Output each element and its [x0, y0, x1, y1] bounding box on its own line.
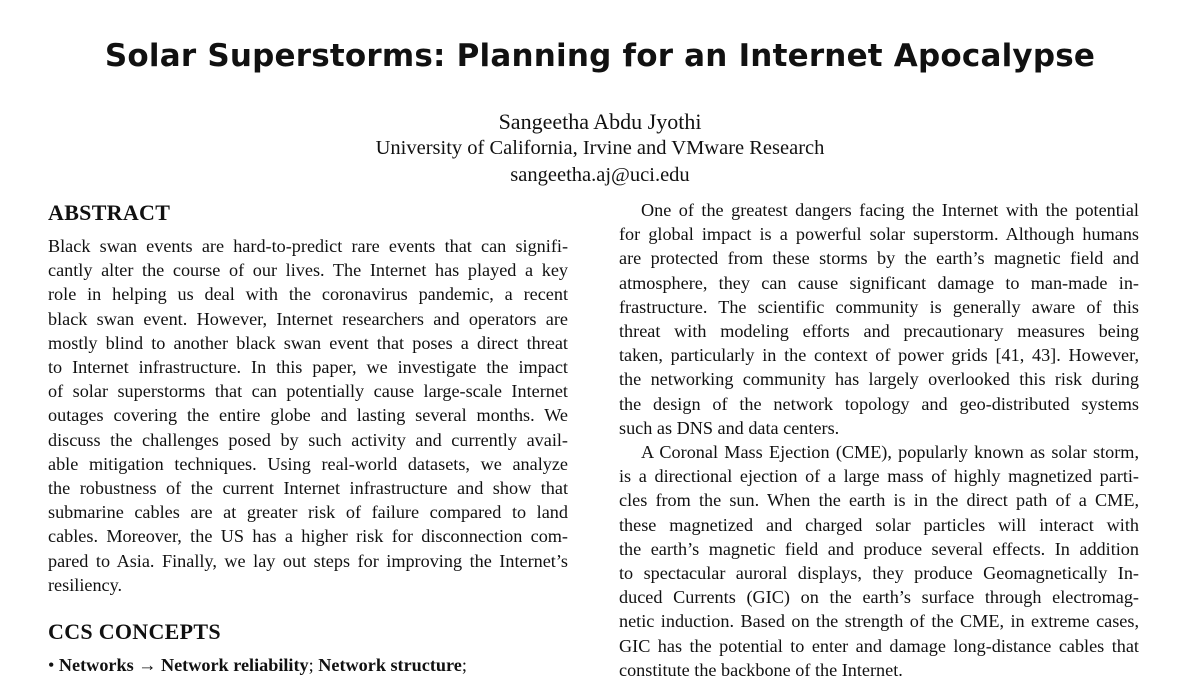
text-line: the robustness of the current Internet infrastructure and show that: [48, 478, 568, 499]
text-line: to Internet infrastructure. In this paper, we investigate the impact: [48, 357, 568, 378]
paper-title: Solar Superstorms: Planning for an Internet Apocalypse: [104, 38, 1096, 74]
text-line: frastructure. The scientific community is generally aware of this: [619, 296, 1139, 317]
text-line: One of the greatest dangers facing the Internet with the potential: [641, 200, 1139, 220]
author-email[interactable]: sangeetha.aj@uci.edu: [510, 164, 690, 186]
text-line: for global impact is a powerful solar superstorm. Although humans: [619, 224, 1139, 245]
text-line: such as DNS and data centers.: [619, 417, 840, 438]
left-column: [48, 198, 568, 677]
author-name: Sangeetha Abdu Jyothi: [498, 109, 702, 134]
ccs-bullet: •: [48, 655, 55, 676]
right-column: [619, 198, 1139, 682]
text-line: A Coronal Mass Ejection (CME), popularly known as solar storm,: [641, 442, 1139, 463]
text-line: of solar superstorms that can potentially cause large-scale Internet: [48, 381, 568, 402]
text-line: submarine cables are at greater risk of failure compared to land: [48, 502, 568, 523]
ccs-separator: ;: [308, 655, 314, 676]
text-line: to spectacular auroral displays, they produce Geomagnetically In-: [619, 563, 1139, 584]
text-line: resiliency.: [48, 574, 123, 595]
text-line: constitute the backbone of the Internet.: [619, 659, 903, 680]
text-line: Black swan events are hard-to-predict rare events that can signifi-: [48, 236, 568, 256]
text-line: able mitigation techniques. Using real-world datasets, we analyze: [48, 453, 568, 474]
intro-paragraph-1: [619, 198, 1139, 440]
ccs-concepts-heading: CCS CONCEPTS: [48, 619, 221, 645]
text-line: duced Currents (GIC) on the earth’s surface through electromag-: [619, 587, 1139, 608]
ccs-item-network-structure: Network structure: [318, 655, 462, 676]
text-line: taken, particularly in the context of power grids [41, 43]. However,: [619, 345, 1139, 366]
ccs-item-network-reliability: Network reliability: [160, 655, 309, 676]
text-line: the networking community has largely overlooked this risk during: [619, 369, 1139, 390]
ccs-concept: Networks: [58, 655, 134, 676]
text-line: cables. Moreover, the US has a higher risk for disconnection com-: [48, 526, 568, 547]
author-affiliation: University of California, Irvine and VMware Research: [375, 137, 825, 159]
ccs-arrow: →: [138, 655, 157, 676]
abstract-body: [48, 234, 568, 597]
text-line: threat with modeling efforts and precautionary measures being: [619, 321, 1139, 342]
text-line: the design of the network topology and geo-distributed systems: [619, 393, 1139, 414]
text-line: cles from the sun. When the earth is in the direct path of a CME,: [619, 490, 1139, 511]
text-line: role in helping us deal with the coronavirus pandemic, a recent: [48, 284, 568, 305]
text-line: cantly alter the course of our lives. The Internet has played a key: [48, 260, 568, 281]
text-line: are protected from these storms by the earth’s magnetic field and: [619, 248, 1139, 269]
text-line: pared to Asia. Finally, we lay out steps for improving the Internet’s: [48, 550, 568, 571]
abstract-heading: ABSTRACT: [48, 200, 171, 225]
text-line: atmosphere, they can cause significant damage to man-made in-: [619, 272, 1139, 293]
text-line: is a directional ejection of a large mass of highly magnetized parti-: [619, 466, 1139, 487]
intro-paragraph-2: [619, 440, 1139, 682]
text-line: black swan event. However, Internet researchers and operators are: [48, 308, 568, 329]
ccs-concepts-line: [48, 653, 568, 677]
author-block: [0, 108, 1200, 189]
ccs-end: ;: [461, 655, 467, 676]
text-line: GIC has the potential to enter and damage long-distance cables that: [619, 635, 1139, 656]
text-line: these magnetized and charged solar particles will interact with: [619, 514, 1139, 535]
text-line: outages covering the entire globe and lasting several months. We: [48, 405, 568, 426]
text-line: netic induction. Based on the strength of the CME, in extreme cases,: [619, 611, 1139, 632]
text-line: the earth’s magnetic field and produce several effects. In addition: [619, 538, 1139, 559]
text-line: mostly blind to another black swan event that poses a direct threat: [48, 332, 568, 353]
text-line: discuss the challenges posed by such activity and currently avail-: [48, 429, 568, 450]
